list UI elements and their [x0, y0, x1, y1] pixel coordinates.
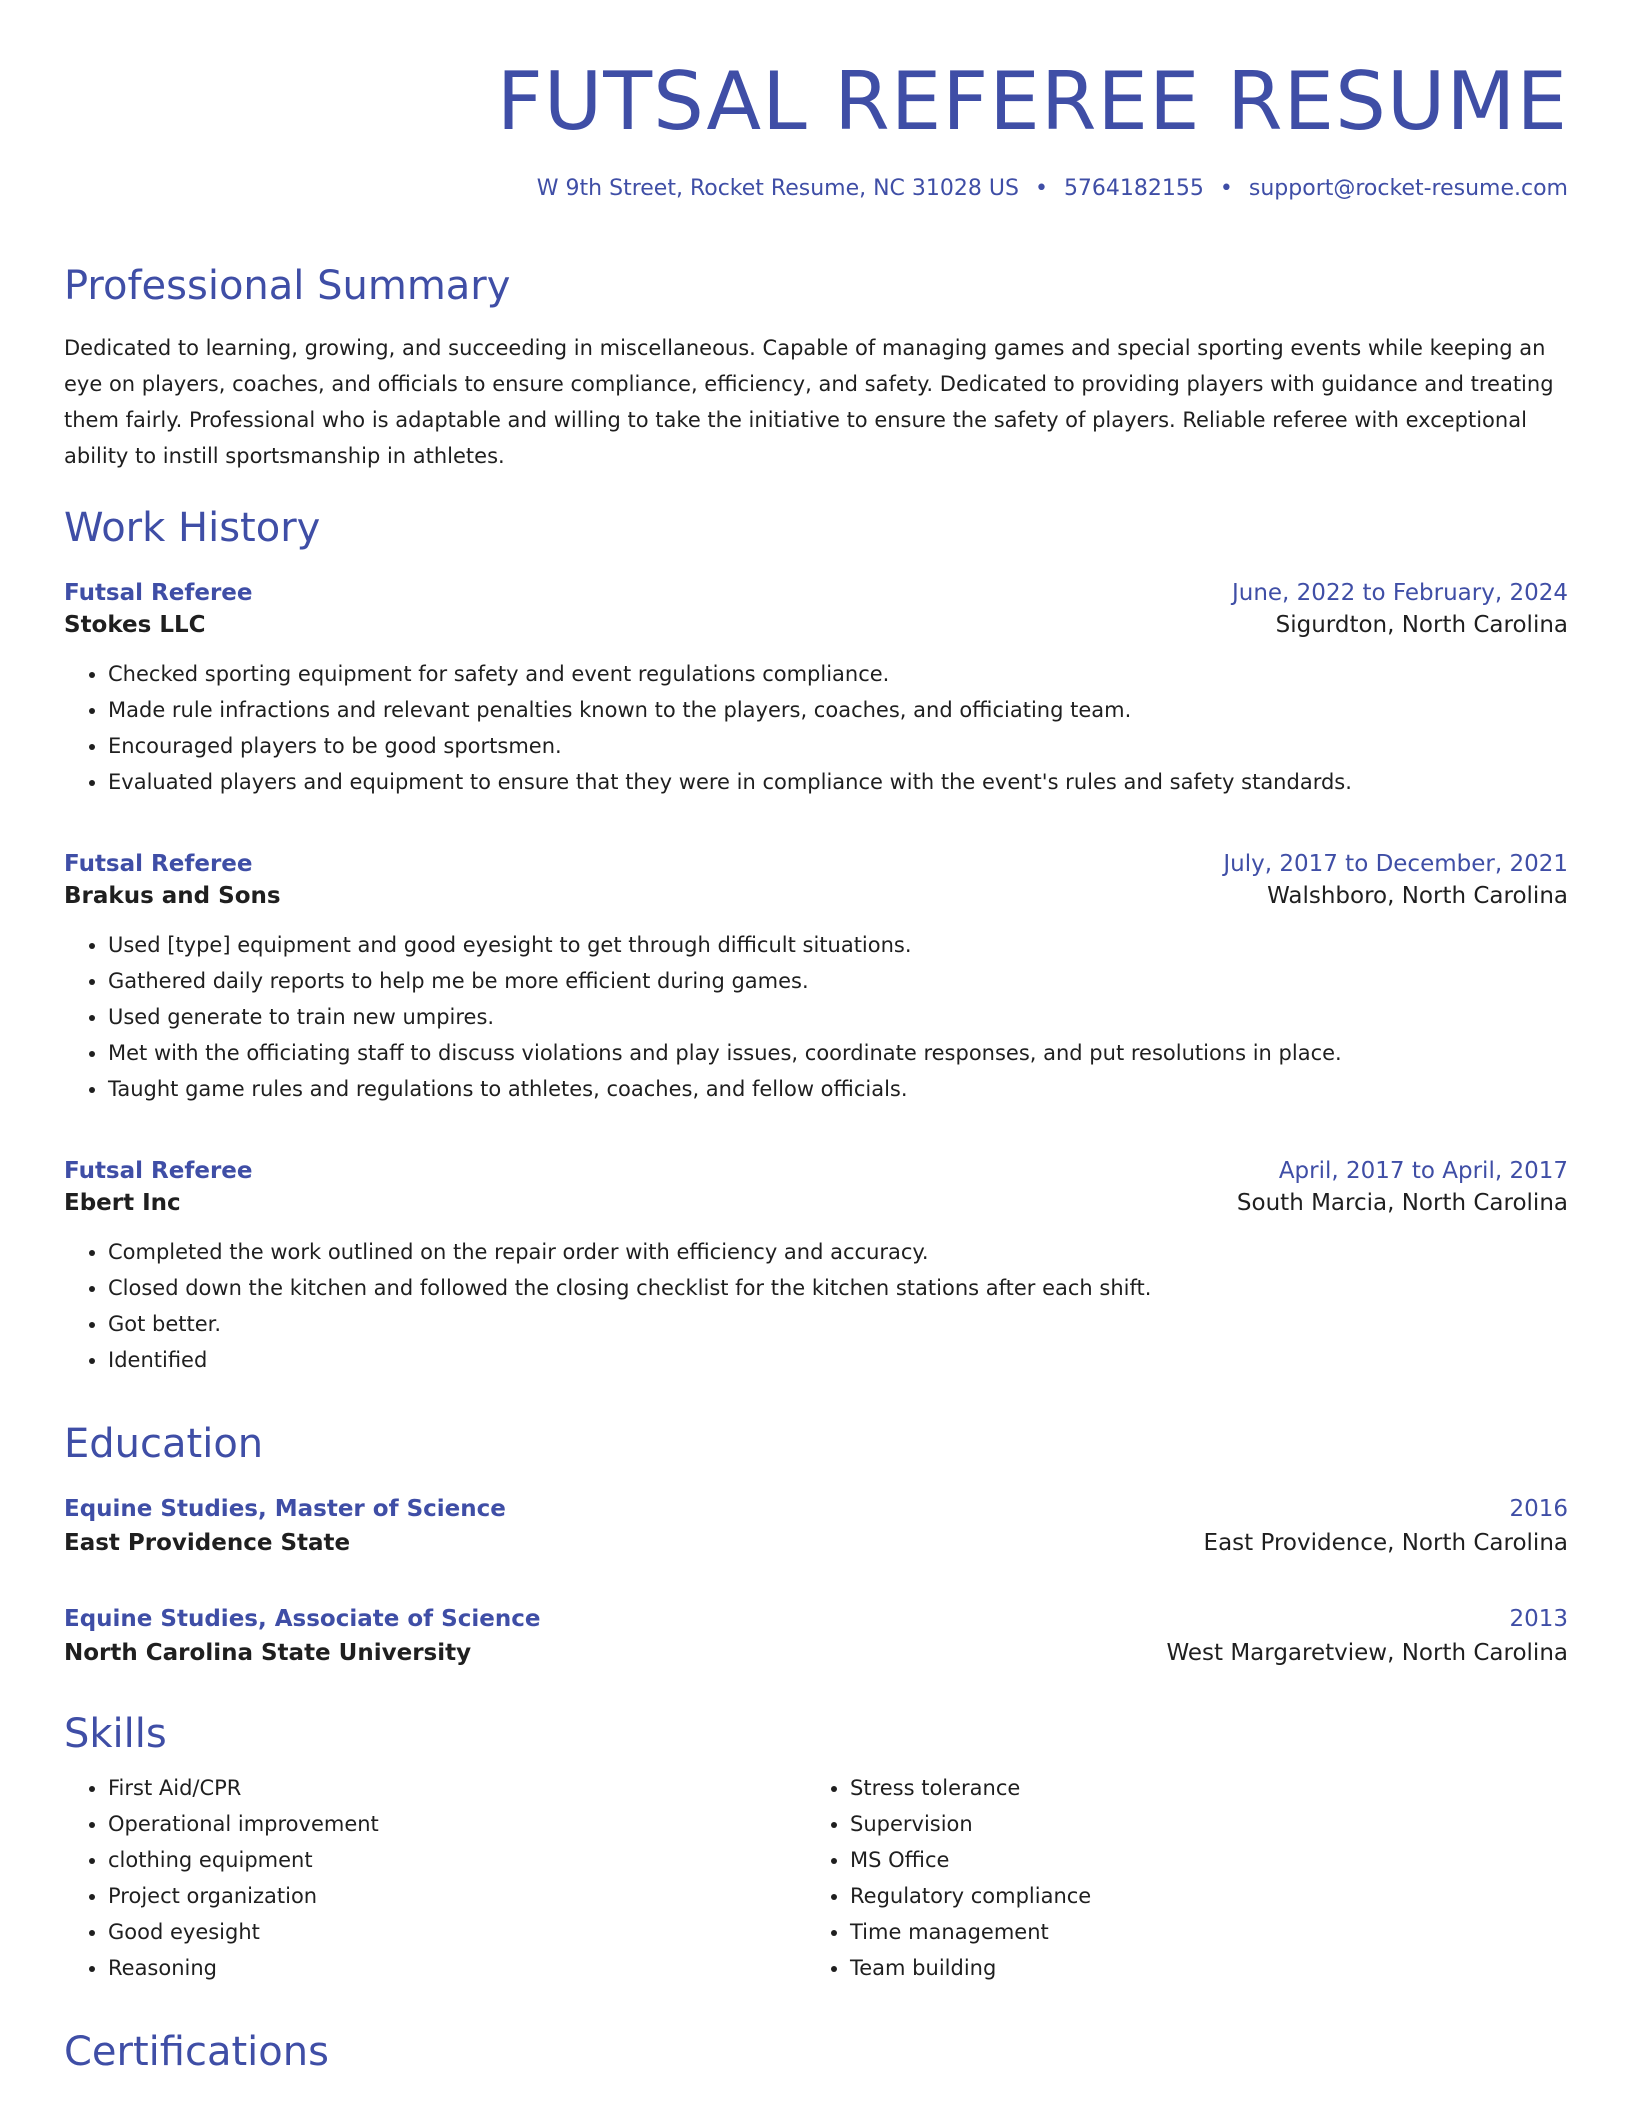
list-item: • MS Office	[850, 1842, 1548, 1878]
skills-section	[64, 1710, 1568, 1986]
education-location: East Providence, North Carolina	[1203, 1530, 1568, 1556]
job-title: Futsal Referee	[64, 1158, 253, 1184]
list-item: • Reasoning	[108, 1950, 806, 1986]
certifications-heading: Certifications	[64, 2029, 329, 2075]
education-year: 2016	[1509, 1496, 1568, 1522]
job-dates: July, 2017 to December, 2021	[1223, 851, 1568, 877]
skills-column-right	[806, 1770, 1548, 1986]
skills-grid	[64, 1770, 1568, 1986]
contact-address: W 9th Street, Rocket Resume, NC 31028 US	[536, 176, 1019, 201]
education-section	[64, 1420, 1568, 1468]
list-item: • Completed the work outlined on the repair order with efficiency and accuracy.	[108, 1234, 1568, 1270]
list-item: • Got better.	[108, 1306, 1568, 1342]
job-bullets	[64, 927, 1568, 1107]
job-company: Brakus and Sons	[64, 883, 281, 909]
list-item: • Used generate to train new umpires.	[108, 999, 1568, 1035]
contact-phone: 5764182155	[1063, 176, 1204, 201]
job-entry	[64, 1158, 1568, 1378]
list-item: • Good eyesight	[108, 1914, 806, 1950]
education-entry	[64, 1496, 1568, 1556]
job-title: Futsal Referee	[64, 851, 253, 877]
job-company: Stokes LLC	[64, 612, 206, 638]
education-year: 2013	[1509, 1606, 1568, 1632]
separator-dot: •	[1034, 176, 1048, 201]
list-item: • Made rule infractions and relevant penalties known to the players, coaches, and officiating team.	[108, 692, 1568, 728]
list-item: • Operational improvement	[108, 1806, 806, 1842]
resume-title: FUTSAL REFEREE RESUME	[496, 55, 1568, 148]
education-entry	[64, 1606, 1568, 1666]
list-item: • Time management	[850, 1914, 1548, 1950]
list-item: • Supervision	[850, 1806, 1548, 1842]
list-item: • Regulatory compliance	[850, 1878, 1548, 1914]
summary-section	[64, 262, 1568, 474]
job-location: South Marcia, North Carolina	[1236, 1190, 1568, 1216]
list-item: • Stress tolerance	[850, 1770, 1548, 1806]
list-item: • Team building	[850, 1950, 1548, 1986]
list-item: • Closed down the kitchen and followed the closing checklist for the kitchen stations after each shift.	[108, 1270, 1568, 1306]
education-school: North Carolina State University	[64, 1640, 472, 1666]
education-location: West Margaretview, North Carolina	[1166, 1640, 1568, 1666]
job-location: Sigurdton, North Carolina	[1275, 612, 1568, 638]
list-item: • Identified	[108, 1342, 1568, 1378]
job-company: Ebert Inc	[64, 1190, 181, 1216]
list-item: • clothing equipment	[108, 1842, 806, 1878]
work-history-section	[64, 504, 1568, 552]
job-entry	[64, 851, 1568, 1107]
list-item: • Project organization	[108, 1878, 806, 1914]
list-item: • Evaluated players and equipment to ensure that they were in compliance with the event's rules and safety standards.	[108, 764, 1568, 800]
certifications-section	[64, 2028, 1568, 2076]
job-bullets	[64, 656, 1568, 800]
job-entry	[64, 580, 1568, 800]
list-item: • Used [type] equipment and good eyesight to get through difficult situations.	[108, 927, 1568, 963]
list-item: • Gathered daily reports to help me be more efficient during games.	[108, 963, 1568, 999]
work-history-heading: Work History	[64, 505, 321, 551]
contact-email[interactable]: support@rocket-resume.com	[1248, 176, 1568, 201]
job-location: Walshboro, North Carolina	[1267, 883, 1568, 909]
education-heading: Education	[64, 1421, 264, 1467]
job-dates: April, 2017 to April, 2017	[1278, 1158, 1568, 1184]
contact-line	[64, 176, 1568, 201]
list-item: • First Aid/CPR	[108, 1770, 806, 1806]
education-school: East Providence State	[64, 1530, 351, 1556]
education-degree: Equine Studies, Associate of Science	[64, 1606, 541, 1632]
skills-heading: Skills	[64, 1711, 167, 1757]
job-title: Futsal Referee	[64, 580, 253, 606]
summary-text: Dedicated to learning, growing, and succeeding in miscellaneous. Capable of managing games and special sporting events while keeping an eye on players, coaches, and officials to ensure compliance, efficiency, and safety. Dedicated to providing players with guidance and treating them fairly. Professional who is adaptable and willing to take the initiative to ensure the safety of players. Reliable referee with exceptional ability to instill sportsmanship in athletes.	[64, 336, 1554, 468]
summary-heading: Professional Summary	[64, 263, 511, 309]
list-item: • Taught game rules and regulations to athletes, coaches, and fellow officials.	[108, 1071, 1568, 1107]
list-item: • Met with the officiating staff to discuss violations and play issues, coordinate responses, and put resolutions in place.	[108, 1035, 1568, 1071]
list-item: • Encouraged players to be good sportsmen.	[108, 728, 1568, 764]
separator-dot: •	[1219, 176, 1233, 201]
job-dates: June, 2022 to February, 2024	[1231, 580, 1568, 606]
job-bullets	[64, 1234, 1568, 1378]
skills-column-left	[64, 1770, 806, 1986]
education-degree: Equine Studies, Master of Science	[64, 1496, 506, 1522]
list-item: • Checked sporting equipment for safety and event regulations compliance.	[108, 656, 1568, 692]
